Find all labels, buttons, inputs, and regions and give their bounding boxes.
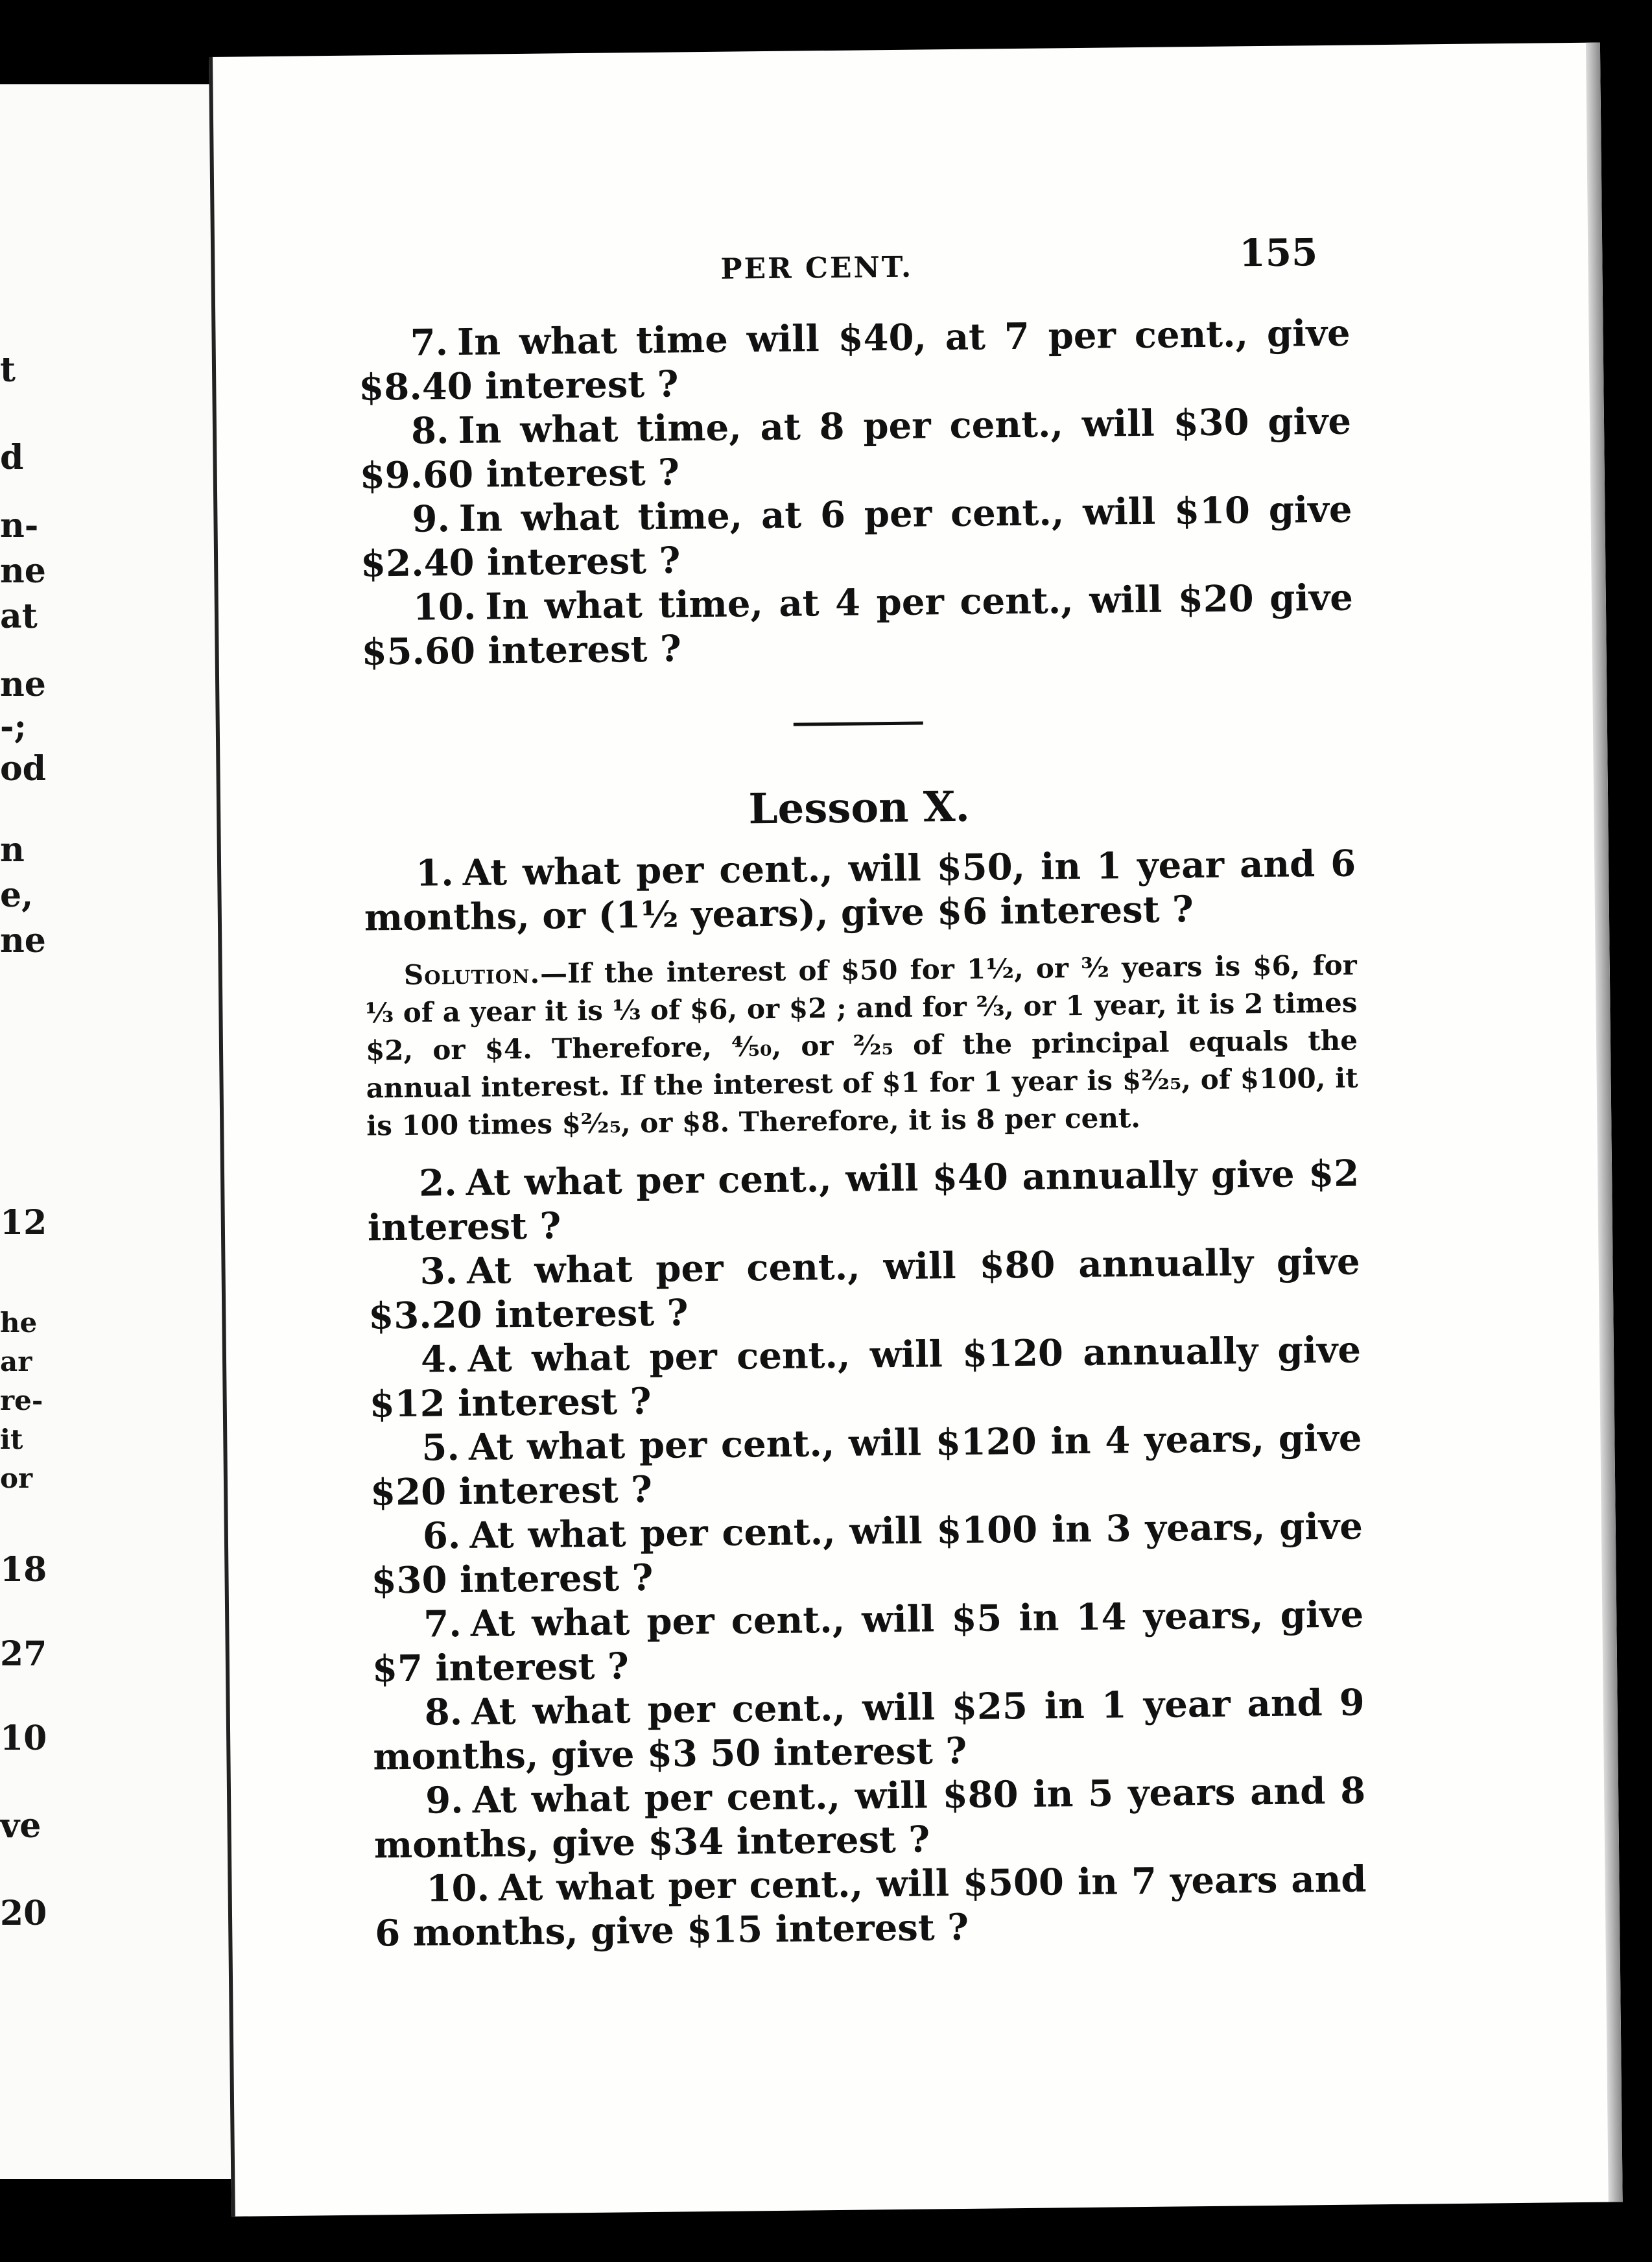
left-fragment: 10 (0, 1719, 47, 1758)
left-fragment: ve (0, 1806, 41, 1846)
question (361, 576, 1354, 674)
left-fragment: ne (0, 665, 46, 704)
question (368, 1240, 1360, 1339)
book-page (209, 43, 1623, 2217)
question-number: 4. (420, 1338, 459, 1381)
question-number: 10. (426, 1866, 490, 1911)
left-fragment: -; (0, 707, 27, 746)
question-text: In what time, at 6 per cent., will $10 give $2.40 interest ? (360, 488, 1352, 586)
left-fragment: od (0, 749, 47, 789)
left-fragment: n (0, 830, 25, 870)
question-number: 8. (410, 409, 449, 453)
left-fragment: n- (0, 506, 39, 545)
question-text: At what per cent., will $100 in 3 years, give $30 interest ? (371, 1505, 1363, 1602)
section-divider (794, 722, 923, 726)
question-text: At what per cent., will $120 in 4 years, give $20 interest ? (370, 1416, 1362, 1514)
question-number: 7. (423, 1602, 462, 1646)
question (359, 399, 1352, 498)
question-number: 3. (419, 1250, 458, 1293)
page-number: 155 (1238, 230, 1318, 276)
question-text: In what time, at 4 per cent., will $20 give $5.60 interest ? (361, 576, 1354, 674)
left-fragment: ne (0, 551, 46, 591)
question (369, 1328, 1362, 1427)
left-fragment: d (0, 438, 24, 477)
solution-label: Solution. (403, 957, 541, 991)
solution-text: —If the interest of $50 for 1½, or ³⁄₂ years is $6, for ⅓ of a year it is ⅓ of $6, or $2 ; and for ⅔, or 1 year, it is 2 times $2, or $4. Therefore, ⁴⁄₅₀, or ²⁄₂₅ of the principal equals the annual interest. If the interest of $1 for 1 year is $²⁄₂₅, of $100, it is 100 times $²⁄₂₅, or $8. Therefore, it is 8 per cent. (365, 949, 1358, 1142)
left-fragment: ar (0, 1346, 32, 1377)
question (358, 311, 1351, 410)
left-fragment: 18 (0, 1550, 47, 1589)
question (374, 1857, 1367, 1955)
left-fragment: it (0, 1423, 23, 1455)
left-fragment: 27 (0, 1634, 47, 1674)
question-text: In what time will $40, at 7 per cent., give $8.40 interest ? (359, 311, 1351, 409)
question-number: 6. (422, 1514, 461, 1558)
left-fragment: e, (0, 875, 34, 915)
question (371, 1504, 1363, 1602)
question-number: 1. (415, 851, 454, 895)
question (370, 1416, 1362, 1514)
question-text: At what per cent., will $25 in 1 year and 9 months, give $3 50 interest ? (373, 1681, 1365, 1779)
left-fragment: 20 (0, 1894, 47, 1933)
solution-paragraph (365, 947, 1359, 1145)
left-fragment: re- (0, 1385, 43, 1416)
question-text: At what per cent., will $50, in 1 year and 6 months, or (1½ years), give $6 interest ? (364, 842, 1356, 940)
running-head: PER CENT. (720, 250, 914, 286)
left-fragment: t (0, 350, 16, 390)
left-fragment: he (0, 1307, 38, 1339)
question (364, 842, 1356, 940)
question-number: 8. (424, 1691, 463, 1734)
left-fragment: ne (0, 921, 46, 960)
page-content (358, 311, 1367, 1956)
question-number: 5. (421, 1426, 460, 1470)
question (360, 488, 1352, 586)
left-fragment: 12 (0, 1203, 47, 1243)
question (373, 1768, 1366, 1867)
question-number: 9. (412, 497, 451, 541)
question-number: 2. (418, 1161, 458, 1205)
page-edge-shadow (1586, 43, 1623, 2202)
question-text: At what per cent., will $120 annually give $12 interest ? (369, 1328, 1362, 1426)
question-number: 9. (425, 1779, 464, 1822)
question (367, 1152, 1360, 1250)
question-text: At what per cent., will $80 in 5 years and 8 months, give $34 interest ? (373, 1769, 1366, 1867)
lesson-title: Lesson X. (748, 782, 971, 834)
left-facing-page (0, 84, 239, 2179)
left-fragment: or (0, 1462, 33, 1494)
question-text: At what per cent., will $500 in 7 years and 6 months, give $15 interest ? (374, 1857, 1367, 1955)
question-text: In what time, at 8 per cent., will $30 give $9.60 interest ? (359, 399, 1352, 497)
left-fragment: at (0, 597, 38, 636)
question (372, 1680, 1365, 1779)
question-text: At what per cent., will $5 in 14 years, give $7 interest ? (372, 1593, 1364, 1691)
question-text: At what per cent., will $80 annually give $3.20 interest ? (368, 1240, 1360, 1338)
question-text: At what per cent., will $40 annually give $2 interest ? (367, 1152, 1360, 1250)
question (372, 1592, 1364, 1691)
question-number: 10. (412, 585, 477, 629)
question-number: 7. (410, 321, 449, 364)
